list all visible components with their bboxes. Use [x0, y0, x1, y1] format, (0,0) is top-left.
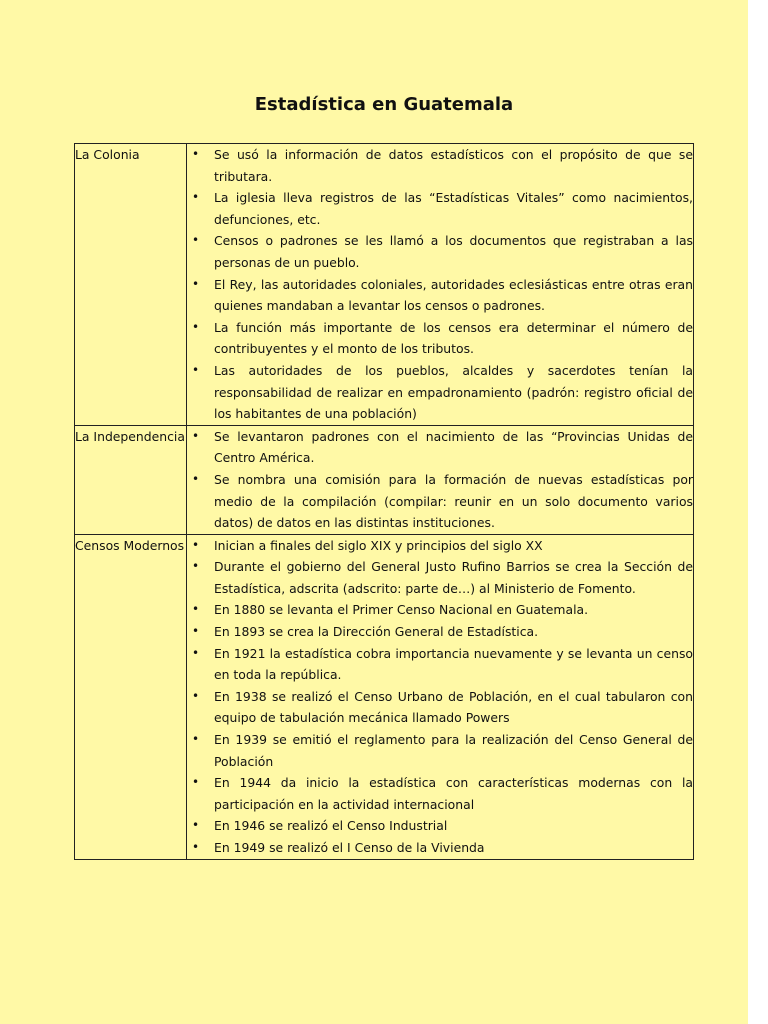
list-item-text: Se usó la información de datos estadísticos con el propósito de que se tributara.	[214, 147, 693, 184]
bullet-icon: •	[192, 362, 200, 377]
period-cell: La Independencia	[75, 425, 187, 534]
list-item-text: La función más importante de los censos era determinar el número de contribuyentes y el monto de los tributos.	[214, 319, 693, 357]
list-item	[187, 230, 693, 273]
list-item	[187, 686, 693, 729]
list-item-text: En 1944 da inicio la estadística con características modernas con la participación en la actividad internacional	[214, 775, 693, 812]
page-title: Estadística en Guatemala	[254, 94, 514, 115]
list-item-text: En 1921 la estadística cobra importancia nuevamente y se levanta un censo en toda la república.	[214, 645, 693, 683]
events-cell	[187, 425, 694, 534]
list-item	[187, 187, 693, 230]
list-item-text: Censos o padrones se les llamó a los documentos que registraban a las personas de un pueblo.	[214, 233, 693, 270]
list-item-text: En 1946 se realizó el Censo Industrial	[214, 818, 448, 834]
bullet-icon: •	[192, 319, 200, 334]
list-item-text: En 1893 se crea la Dirección General de Estadística.	[214, 624, 539, 640]
list-item-text: La iglesia lleva registros de las “Estadísticas Vitales” como nacimientos, defunciones, etc.	[214, 190, 693, 227]
list-item	[187, 643, 693, 686]
bullet-icon: •	[192, 688, 200, 703]
table-row	[75, 534, 694, 859]
list-item-text: Se nombra una comisión para la formación de nuevas estadísticas por medio de la compilación (compilar: reunir en un solo documento varios datos) de datos en las distintas instituciones.	[214, 471, 693, 531]
history-table	[74, 143, 694, 860]
list-item-text: Inician a finales del siglo XIX y principios del siglo XX	[214, 537, 543, 553]
list-item	[187, 144, 693, 187]
bullet-list	[187, 535, 693, 859]
bullet-icon: •	[192, 645, 200, 660]
bullet-list	[187, 426, 693, 534]
bullet-icon: •	[192, 559, 200, 574]
list-item	[187, 772, 693, 815]
bullet-icon: •	[192, 602, 200, 617]
bullet-icon: •	[192, 775, 200, 790]
list-item-text: Durante el gobierno del General Justo Rufino Barrios se crea la Sección de Estadística, adscrita (adscrito: parte de…) al Ministerio de Fomento.	[214, 559, 693, 596]
list-item-text: El Rey, las autoridades coloniales, autoridades eclesiásticas entre otras eran quienes mandaban a levantar los censos o padrones.	[214, 276, 693, 314]
bullet-icon: •	[192, 147, 200, 161]
list-item	[187, 729, 693, 772]
list-item-text: En 1880 se levanta el Primer Censo Nacional en Guatemala.	[214, 602, 589, 618]
events-cell	[187, 144, 694, 426]
bullet-icon: •	[192, 428, 200, 443]
bullet-icon: •	[192, 840, 200, 854]
bullet-icon: •	[192, 818, 200, 833]
bullet-icon: •	[192, 537, 200, 552]
list-item-text: En 1938 se realizó el Censo Urbano de Población, en el cual tabularon con equipo de tabulación mecánica llamado Powers	[214, 688, 693, 726]
history-table-body	[75, 144, 694, 860]
bullet-icon: •	[192, 190, 200, 205]
list-item	[187, 274, 693, 317]
period-cell: Censos Modernos	[75, 534, 187, 859]
table-row	[75, 144, 694, 426]
list-item	[187, 556, 693, 599]
list-item-text: En 1949 se realizó el I Censo de la Vivienda	[214, 840, 485, 855]
bullet-icon: •	[192, 233, 200, 248]
list-item-text: Se levantaron padrones con el nacimiento de las “Provincias Unidas de Centro América.	[214, 428, 693, 466]
list-item	[187, 599, 693, 621]
list-item	[187, 837, 693, 859]
list-item	[187, 360, 693, 425]
list-item	[187, 815, 693, 837]
list-item	[187, 621, 693, 643]
list-item	[187, 469, 693, 534]
bullet-icon: •	[192, 732, 200, 747]
bullet-list	[187, 144, 693, 425]
list-item	[187, 535, 693, 557]
bullet-icon: •	[192, 276, 200, 291]
list-item-text: En 1939 se emitió el reglamento para la realización del Censo General de Población	[214, 732, 693, 769]
events-cell	[187, 534, 694, 859]
table-row	[75, 425, 694, 534]
bullet-icon: •	[192, 471, 200, 486]
list-item-text: Las autoridades de los pueblos, alcaldes y sacerdotes tenían la responsabilidad de realizar en empadronamiento (padrón: registro oficial de los habitantes de una población)	[214, 362, 693, 422]
bullet-icon: •	[192, 624, 200, 639]
list-item	[187, 426, 693, 469]
period-cell: La Colonia	[75, 144, 187, 426]
list-item	[187, 317, 693, 360]
